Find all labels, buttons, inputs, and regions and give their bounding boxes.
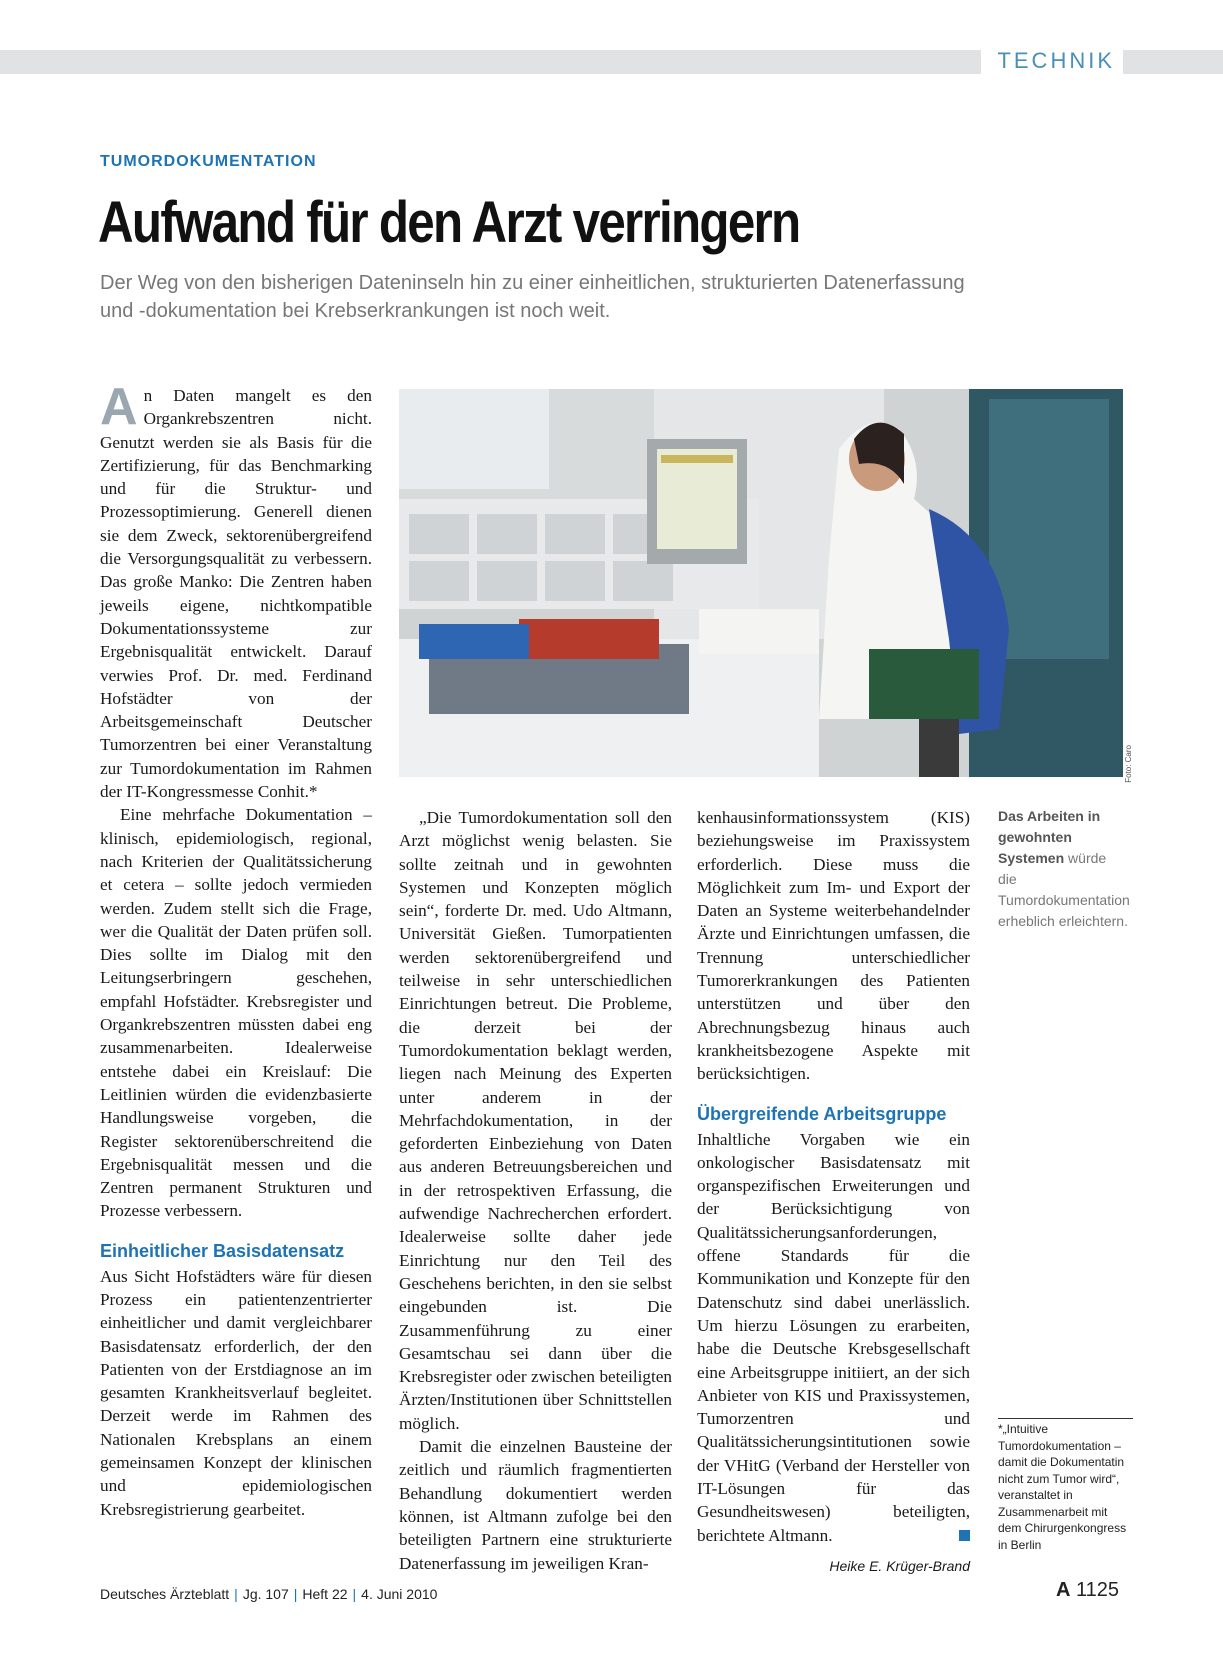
paragraph-3: Aus Sicht Hofstädters wäre für diesen Prozess ein patientenzentrierter einheitlicher und damit vergleichbarer Basisdatensatz erforderlich, der den Patienten von der Erstdiagnose an im gesamten Krankheitsverlauf begleitet. Derzeit werde im Rahmen des Nationalen Krebsplans an einem gemeinsamen Konzept der klinischen und epidemiologischen Krebsregistrierung gearbeitet. — [100, 1266, 372, 1519]
paragraph-5: Damit die einzelnen Bausteine der zeitlich und räumlich fragmentierten Behandlung dokumentiert werden können, ist Altmann zufolge bei den beteiligten Partnern eine strukturierte Datenerfassung im jeweiligen Kran- — [399, 1437, 672, 1573]
page-prefix: A — [1055, 1579, 1071, 1601]
article-headline: Aufwand für den Arzt verringern — [98, 190, 800, 255]
subhead-arbeitsgruppe: Übergreifende Arbeitsgruppe — [697, 1103, 947, 1124]
column-3 — [697, 806, 970, 1578]
paragraph-4: „Die Tumordokumentation soll den Arzt möglichst wenig belasten. Sie sollte zeitnah und in gewohnten Systemen und Konzepten möglich sein“, forderte Dr. med. Udo Altmann, Universität Gießen. Tumorpatienten werden sektorenübergreifend und teilweise in sehr unterschiedlichen Einrichtungen betreut. Die Probleme, die derzeit bei der Tumordokumentation beklagt werden, liegen nach Meinung des Experten unter anderem in der Mehrfachdokumentation, in der geforderten Einbeziehung von Daten aus anderen Betreuungsbereichen und in der retrospektiven Erfassung, die aufwendige Nachrecherchen erfordert. Idealerweise sollte daher jede Einrichtung nur den Teil des Geschehens berichten, in den sie selbst eingebunden ist. Die Zusammenführung zu einer Gesamtschau sei dann über die Krebsregister oder zwischen beteiligten Ärzten/Institutionen über Schnittstellen möglich. — [399, 808, 672, 1433]
page-number — [1056, 1579, 1119, 1602]
photo-caption — [998, 806, 1128, 932]
paragraph-7 — [697, 1128, 970, 1547]
end-mark-icon — [959, 1530, 970, 1541]
column-2 — [399, 806, 672, 1575]
caption-bold: Das Arbeiten in gewohnten Systemen — [998, 808, 1101, 866]
subhead-basisdatensatz: Einheitlicher Basisdatensatz — [100, 1240, 345, 1261]
footer-date: 4. Juni 2010 — [361, 1586, 438, 1602]
photo-credit: Foto: Caro — [1124, 745, 1133, 783]
article-kicker: TUMORDOKUMENTATION — [100, 153, 317, 170]
footnote-rule — [998, 1418, 1133, 1419]
article-photo — [399, 389, 1123, 777]
caption-text: würde die Tumordokumentation erheblich erleichtern. — [998, 850, 1130, 929]
footer-citation — [100, 1586, 437, 1602]
page-number-value: 1125 — [1075, 1579, 1119, 1601]
paragraph-6: kenhausinformationssystem (KIS) beziehungsweise im Praxissystem erforderlich. Diese muss die Möglichkeit zum Im- und Export der Daten an Systeme weiterbehandelnder Ärzte und Einrichtungen umfassen, die Trennung unterschiedlicher Tumorerkrankungen des Patienten unterstützen und über den Abrechnungsbezug hinaus auch krankheitsbezogene Aspekte mit berücksichtigen. — [697, 808, 970, 1084]
column-1 — [100, 378, 372, 1521]
footer-volume: Jg. 107 — [242, 1586, 289, 1602]
section-label: TECHNIK — [981, 46, 1123, 76]
paragraph-7-text: Inhaltliche Vorgaben wie ein onkologischer Basisdatensatz mit organspezifischen Erweiterungen und der Berücksichtigung von Qualitätssicherungsanforderungen, offene Standards für die Kommunikation und Konzepte für den Datenschutz sind dabei unerlässlich. Um hierzu Lösungen zu erarbeiten, habe die Deutsche Krebsgesellschaft eine Arbeitsgruppe initiiert, an der sich Anbieter von KIS und Praxissystemen, Tumorzentren und Qualitätssicherungsintitutionen sowie der VHitG (Verband der Hersteller von IT-Lösungen für das Gesundheitswesen) beteiligten, berichtete Altmann. — [697, 1129, 970, 1545]
photo-office-desk — [399, 389, 1123, 777]
paragraph-1-text: n Daten mangelt es den Organkrebszentren nicht. Genutzt werden sie als Basis für die Zertifizierung, für das Benchmarking und für die Struktur- und Prozessoptimierung. Generell dienen sie dem Zweck, sektorenübergreifend die Versorgungsqualität zu verbessern. Das große Manko: Die Zentren haben jeweils eigene, nichtkompatible Dokumentationssysteme zur Ergebnisqualität entwickelt. Darauf verwies Prof. Dr. med. Ferdinand Hofstädter von der Arbeitsgemeinschaft Deutscher Tumorzentren bei einer Veranstaltung zur Tumordokumentation im Rahmen der IT-Kongressmesse Conhit.* — [100, 386, 372, 802]
dropcap: A — [100, 378, 138, 436]
footer-separator: | — [293, 1586, 298, 1602]
author: Heike E. Krüger-Brand — [829, 1557, 970, 1574]
footer-separator: | — [352, 1586, 357, 1602]
footer-journal: Deutsches Ärzteblatt — [100, 1586, 230, 1602]
footer-issue: Heft 22 — [302, 1586, 348, 1602]
footer-separator: | — [234, 1586, 238, 1602]
footnote: *„Intuitive Tumordokumentation – damit die Dokumentatin nicht zum Tumor wird“, veranstaltet in Zusammenarbeit mit dem Chirurgenkongress in Berlin — [998, 1422, 1127, 1552]
article-lead: Der Weg von den bisherigen Dateninseln hin zu einer einheitlichen, strukturierten Datenerfassung und -dokumentation bei Krebserkrankungen ist noch weit. — [100, 272, 965, 322]
paragraph-1 — [100, 378, 372, 803]
paragraph-2: Eine mehrfache Dokumentation – klinisch, epidemiologisch, regional, nach Kriterien der Qualitätssicherung et cetera – sollte jedoch vermieden werden. Zudem stellt sich die Frage, wer die Qualität der Daten prüfen soll. Dies sollte im Dialog mit den Leitungserbringern geschehen, empfahl Hofstädter. Krebsregister und Organkrebszentren müssten dabei eng zusammenarbeiten. Idealerweise entstehe dabei ein Kreislauf: Die Leitlinien würden die evidenzbasierte Handlungsweise vorgeben, die Register sektorenüberschreitend die Ergebnisqualität messen und die Zentren permanent Strukturen und Prozesse verbessern. — [100, 805, 372, 1221]
